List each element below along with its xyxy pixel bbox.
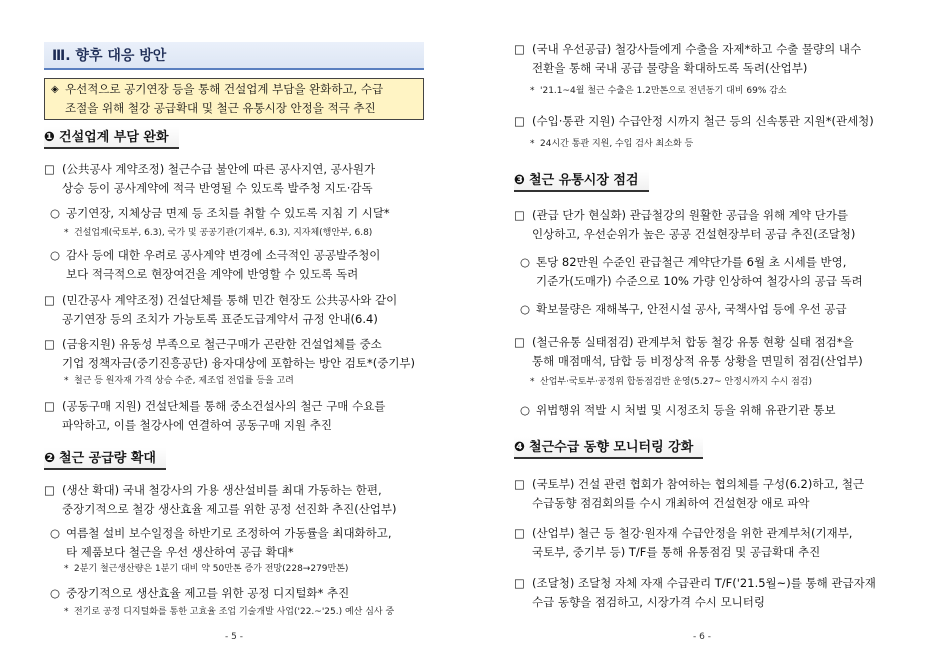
item-text: 여름철 설비 보수일정을 하반기로 조정하여 가동률을 최대화하고, xyxy=(66,526,392,540)
list-item xyxy=(44,246,428,284)
circle-bullet-icon: ○ xyxy=(50,586,61,600)
page-number: - 5 - xyxy=(225,632,243,642)
number-icon: ❸ xyxy=(514,173,526,188)
list-item xyxy=(44,160,428,198)
footnote xyxy=(64,374,424,388)
square-bullet-icon: □ xyxy=(44,293,55,307)
item-text: 감사 등에 대한 우려로 공사계약 변경에 소극적인 공공발주청이 xyxy=(66,248,381,262)
footnote xyxy=(530,375,896,389)
square-bullet-icon: □ xyxy=(514,42,525,56)
circle-bullet-icon: ○ xyxy=(520,255,531,269)
square-bullet-icon: □ xyxy=(514,335,525,349)
item-text: 중장기적으로 철강 생산효율 제고를 위한 공정 선진화 추진(산업부) xyxy=(62,502,397,516)
list-item xyxy=(44,335,428,373)
list-item xyxy=(514,574,898,612)
asterisk-icon: * xyxy=(64,564,69,574)
circle-bullet-icon: ○ xyxy=(50,526,61,540)
footnote xyxy=(64,226,424,240)
summary-line: 조절을 위해 철강 공급확대 및 철근 유통시장 안정을 적극 추진 xyxy=(65,101,376,115)
item-text: (수입·통관 지원) 수급안정 시까지 철근 등의 신속통관 지원*(관세청) xyxy=(532,114,874,128)
square-bullet-icon: □ xyxy=(514,576,525,590)
item-text: 위법행위 적발 시 처벌 및 시정조치 등을 위해 유관기관 통보 xyxy=(536,403,836,417)
item-text: 공기연장, 지체상금 면제 등 조치를 취할 수 있도록 지침 기 시달* xyxy=(66,206,390,220)
item-text: (公共공사 계약조정) 철근수급 불안에 따른 공사지연, 공사원가 xyxy=(62,162,376,176)
page-number: - 6 - xyxy=(693,632,711,642)
page-right xyxy=(468,0,936,662)
item-text: 인상하고, 우선순위가 높은 공공 건설현장부터 공급 추진(조달청) xyxy=(532,227,856,241)
item-text: 파악하고, 이를 철강사에 연결하여 공동구매 지원 추진 xyxy=(62,418,332,432)
asterisk-icon: * xyxy=(530,377,535,387)
item-text: 중장기적으로 생산효율 제고를 위한 공정 디지털화* 추진 xyxy=(66,586,350,600)
item-text: 수급동향 점검회의를 수시 개최하여 건설현장 애로 파악 xyxy=(532,496,810,510)
item-text: (국내 우선공급) 철강사들에게 수출을 자제*하고 수출 물량의 내수 xyxy=(532,42,862,56)
subheading-4 xyxy=(514,437,703,459)
note-text: 철근 등 원자재 가격 상승 수준, 제조업 전업률 등을 고려 xyxy=(74,376,294,386)
item-text: (철근유통 실태점검) 관계부처 합동 철강 유통 현황 실태 점검*을 xyxy=(532,335,854,349)
list-item xyxy=(514,475,898,513)
note-text: 건설업계(국토부, 6.3), 국가 및 공공기관(기재부, 6.3), 지자체(행안부, 6.8) xyxy=(74,228,373,238)
square-bullet-icon: □ xyxy=(514,477,525,491)
item-text: (민간공사 계약조정) 건설단체를 통해 민간 현장도 公共공사와 같이 xyxy=(62,293,398,307)
circle-bullet-icon: ○ xyxy=(50,206,61,220)
number-icon: ❶ xyxy=(44,130,56,145)
note-text: 2분기 철근생산량은 1분기 대비 약 50만톤 증가 전망(228→279만톤) xyxy=(74,564,349,574)
section-title: Ⅲ. 향후 대응 방안 xyxy=(44,42,424,70)
item-text: 통해 매점매석, 담합 등 비정상적 유통 상황을 면밀히 점검(산업부) xyxy=(532,354,863,368)
circle-bullet-icon: ○ xyxy=(520,403,531,417)
item-text: 확보물량은 재해복구, 안전시설 공사, 국책사업 등에 우선 공급 xyxy=(536,302,847,316)
list-item xyxy=(44,481,428,519)
subheading-label: 건설업계 부담 완화 xyxy=(59,130,169,145)
item-text: (산업부) 철근 등 철강·원자재 수급안정을 위한 관계부처(기재부, xyxy=(532,526,853,540)
subheading-label: 철근 유통시장 점검 xyxy=(529,173,639,188)
list-item xyxy=(514,300,898,319)
list-item xyxy=(44,204,428,223)
item-text: (국토부) 건설 관련 협회가 참여하는 협의체를 구성(6.2)하고, 철근 xyxy=(532,477,865,491)
asterisk-icon: * xyxy=(64,228,69,238)
circle-bullet-icon: ○ xyxy=(50,248,61,262)
item-text: 톤당 82만원 수준인 관급철근 계약단가를 6월 초 시세를 반영, xyxy=(536,255,847,269)
item-text: (공동구매 지원) 건설단체를 통해 중소건설사의 철근 구매 수요를 xyxy=(62,399,386,413)
list-item xyxy=(514,112,898,131)
summary-line: 우선적으로 공기연장 등을 통해 건설업계 부담을 완화하고, 수급 xyxy=(65,82,384,96)
list-item xyxy=(514,333,898,371)
item-text: 타 제품보다 철근을 우선 생산하여 공급 확대* xyxy=(66,545,294,559)
list-item xyxy=(514,40,898,78)
item-text: 국토부, 중기부 등) T/F를 통해 유통점검 및 공급확대 추진 xyxy=(532,545,821,559)
list-item xyxy=(514,401,898,420)
number-icon: ❹ xyxy=(514,440,526,455)
diamond-icon: ◈ xyxy=(51,84,59,95)
subheading-label: 철근수급 동향 모니터링 강화 xyxy=(529,440,694,455)
list-item xyxy=(44,397,428,435)
list-item xyxy=(44,524,428,562)
square-bullet-icon: □ xyxy=(44,162,55,176)
footnote xyxy=(530,137,896,151)
list-item xyxy=(514,253,898,291)
item-text: 보다 적극적으로 현장여건을 계약에 반영할 수 있도록 독려 xyxy=(66,267,359,281)
asterisk-icon: * xyxy=(530,139,535,149)
square-bullet-icon: □ xyxy=(514,208,525,222)
asterisk-icon: * xyxy=(64,607,69,617)
note-text: 24시간 통관 지원, 수입 검사 최소화 등 xyxy=(540,139,694,149)
footnote xyxy=(64,562,424,576)
subheading-2 xyxy=(44,448,166,470)
note-text: '21.1~4월 철근 수출은 1.2만톤으로 전년동기 대비 69% 감소 xyxy=(540,86,787,96)
square-bullet-icon: □ xyxy=(514,114,525,128)
list-item xyxy=(44,291,428,329)
note-text: 전기로 공정 디지털화를 통한 고효율 조업 기술개발 사업('22.~'25.) 예산 심사 중 xyxy=(74,607,395,617)
note-text: 산업부·국토부·공정위 합동점검반 운영(5.27~ 안정시까지 수시 점검) xyxy=(540,377,812,387)
circle-bullet-icon: ○ xyxy=(520,302,531,316)
item-text: (생산 확대) 국내 철강사의 가용 생산설비를 최대 가동하는 한편, xyxy=(62,483,382,497)
square-bullet-icon: □ xyxy=(44,337,55,351)
item-text: 공기연장 등의 조치가 가능토록 표준도급계약서 규정 안내(6.4) xyxy=(62,312,378,326)
item-text: 기업 정책자금(중기진흥공단) 융자대상에 포함하는 방안 검토*(중기부) xyxy=(62,356,416,370)
footnote xyxy=(530,84,896,98)
list-item xyxy=(514,206,898,244)
square-bullet-icon: □ xyxy=(44,399,55,413)
footnote xyxy=(64,605,428,619)
square-bullet-icon: □ xyxy=(514,526,525,540)
subheading-label: 철근 공급량 확대 xyxy=(59,451,156,466)
list-item xyxy=(514,524,898,562)
list-item xyxy=(44,584,428,603)
item-text: 수급 동향을 점검하고, 시장가격 수시 모니터링 xyxy=(532,595,766,609)
asterisk-icon: * xyxy=(530,86,535,96)
item-text: 기준가(도매가) 수준으로 10% 가량 인상하여 철강사의 공급 독려 xyxy=(536,274,863,288)
square-bullet-icon: □ xyxy=(44,483,55,497)
subheading-3 xyxy=(514,170,649,192)
number-icon: ❷ xyxy=(44,451,56,466)
summary-box xyxy=(44,78,424,120)
item-text: (금융지원) 유동성 부족으로 철근구매가 곤란한 건설업체를 중소 xyxy=(62,337,382,351)
item-text: (조달청) 조달청 자체 자재 수급관리 T/F('21.5월~)를 통해 관급자재 xyxy=(532,576,876,590)
item-text: 상승 등이 공사계약에 적극 반영될 수 있도록 발주청 지도·감독 xyxy=(62,181,373,195)
item-text: 전환을 통해 국내 공급 물량을 확대하도록 독려(산업부) xyxy=(532,61,808,75)
asterisk-icon: * xyxy=(64,376,69,386)
item-text: (관급 단가 현실화) 관급철강의 원활한 공급을 위해 계약 단가를 xyxy=(532,208,848,222)
subheading-1 xyxy=(44,127,179,149)
